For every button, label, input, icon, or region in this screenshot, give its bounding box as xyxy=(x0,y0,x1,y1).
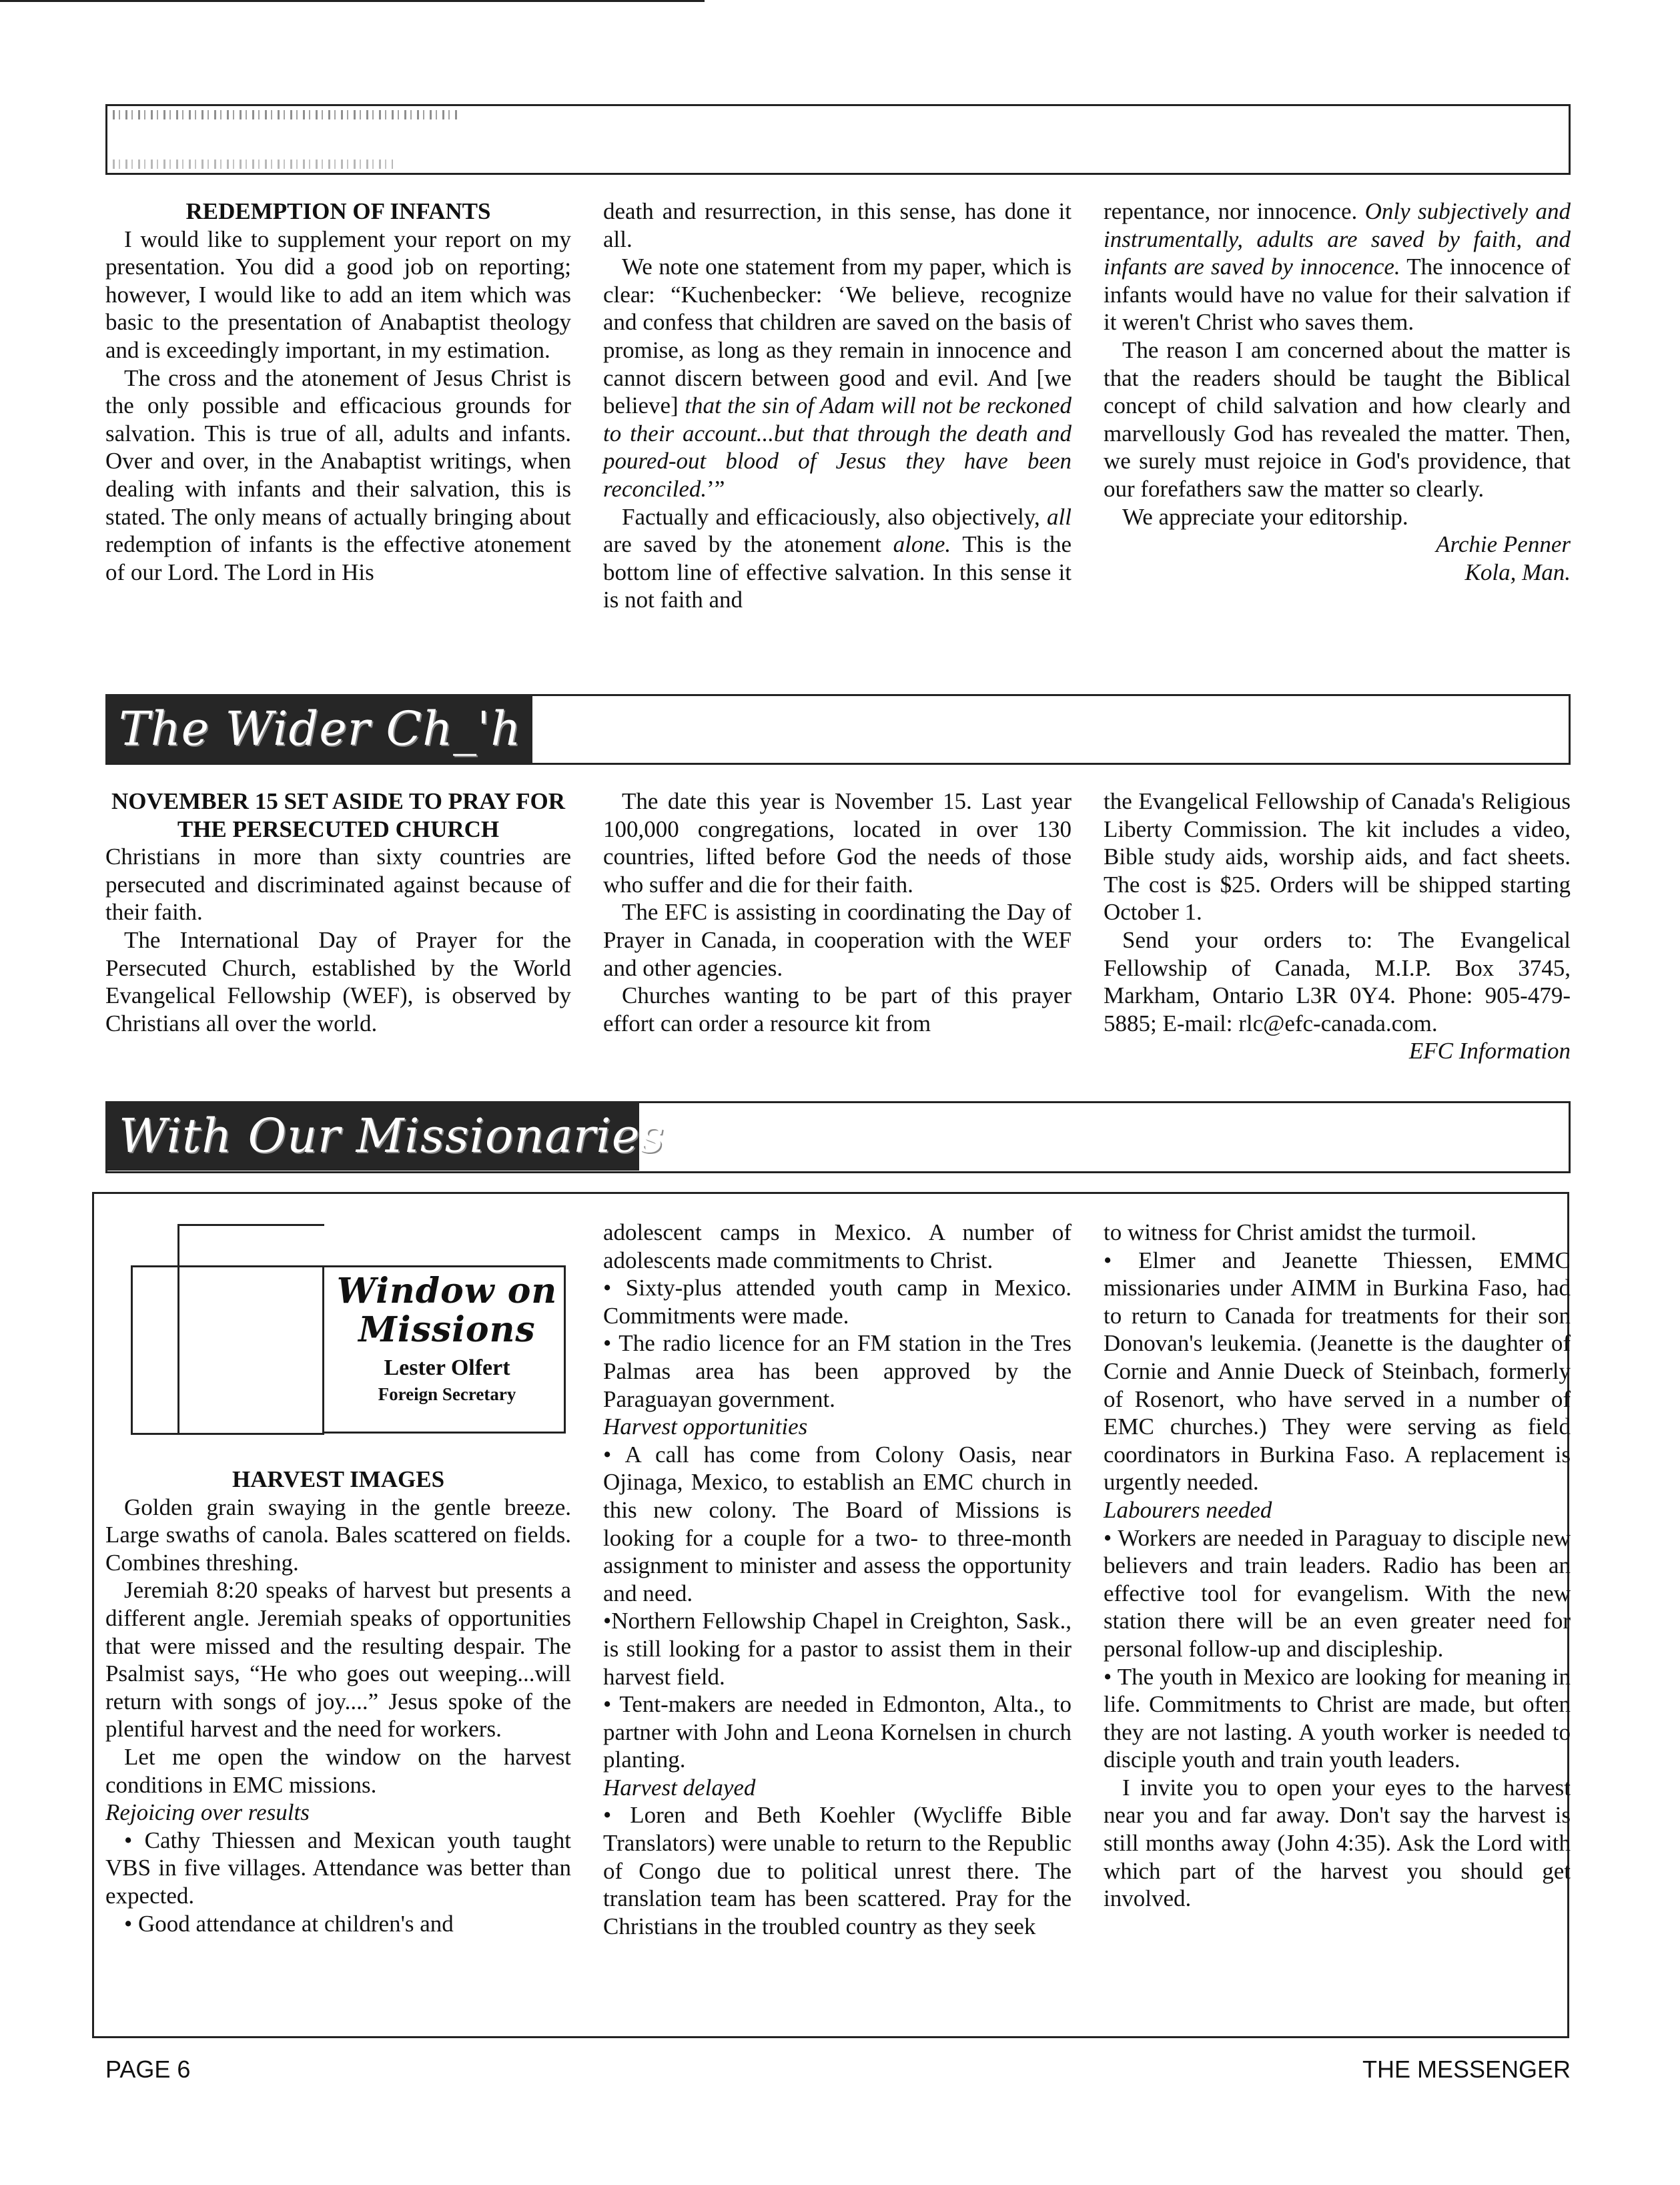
bullet-item: • The radio licence for an FM station in the Tres Palmas area has been approved by the Paraguayan government. xyxy=(603,1330,1072,1412)
article-heading: HARVEST IMAGES xyxy=(232,1466,445,1492)
paragraph: The International Day of Prayer for the Persecuted Church, established by the World Evangelical Fellowship (WEF), is observed by Christians all over the world. xyxy=(105,926,571,1036)
quote-italic: that the sin of Adam will not be reckoned to their account...but that through the death and poured-out blood of Jesus they have been reconciled. xyxy=(603,392,1072,502)
paragraph: death and resurrection, in this sense, has done it all. xyxy=(603,198,1072,252)
paragraph: I invite you to open your eyes to the harvest near you and far away. Don't say the harvest is still months away (John 4:35). Ask the Lord with which part of the harvest you should get involved. xyxy=(1104,1774,1571,1912)
banner-title: With Our Missionaries xyxy=(105,1101,639,1171)
logo-frame xyxy=(131,1265,324,1435)
paragraph: I would like to supplement your report on my presentation. You did a good job on reporting; however, I would like to add an item which was basic to the presentation of Anabaptist theology and is exceedingly important, in my estimation. xyxy=(105,226,571,363)
bullet-item: • Good attendance at children's and xyxy=(124,1910,454,1937)
article-heading: NOVEMBER 15 SET ASIDE TO PRAY FOR THE PERSECUTED CHURCH xyxy=(111,788,566,842)
text-run: repentance, nor innocence. xyxy=(1104,198,1365,224)
window-on-missions-logo xyxy=(131,1224,568,1455)
text-run: This is the bottom line of effective salvation. In this sense it is not faith and xyxy=(603,531,1072,613)
author-name: Lester Olfert xyxy=(384,1355,510,1380)
banner-speckle xyxy=(113,110,460,119)
section-banner-wider-church xyxy=(105,694,1571,765)
text-run: ’” xyxy=(707,475,725,502)
paragraph: Golden grain swaying in the gentle breeze. Large swaths of canola. Bales scattered on fields. Combines threshing. xyxy=(105,1494,571,1576)
bullet-item: • Workers are needed in Paraguay to disciple new believers and train leaders. Radio has been an effective tool for evangelism. With the new station there will be an even greater need for personal follow-up and discipleship. xyxy=(1104,1524,1571,1662)
paragraph: Let me open the window on the harvest conditions in EMC missions. xyxy=(105,1743,571,1798)
source-credit: EFC Information xyxy=(1408,1038,1571,1064)
paragraph: Jeremiah 8:20 speaks of harvest but presents a different angle. Jeremiah speaks of opportunities that were missed and the resulting despair. The Psalmist says, “He who goes out weeping...will return with songs of joy....” Jesus spoke of the plentiful harvest and the need for workers. xyxy=(105,1577,571,1743)
banner-speckle xyxy=(113,160,393,169)
paragraph: The reason I am concerned about the matter is that the readers should be taught the Biblical concept of child salvation and how clearly and marvellously God has revealed the matter. Then, we surely must rejoice in God's providence, that our forefathers saw the matter so clearly. xyxy=(1104,336,1571,502)
article-heading: REDEMPTION OF INFANTS xyxy=(185,198,491,224)
paragraph: The EFC is assisting in coordinating the Day of Prayer in Canada, in cooperation with the WEF and other agencies. xyxy=(603,899,1072,981)
subheading: Harvest opportunities xyxy=(603,1414,808,1440)
signature-name: Archie Penner xyxy=(1436,531,1571,558)
paragraph xyxy=(603,253,1072,503)
subheading: Rejoicing over results xyxy=(105,1799,310,1826)
paragraph: adolescent camps in Mexico. A number of adolescents made commitments to Christ. xyxy=(603,1219,1072,1273)
news-column-2 xyxy=(603,788,1072,1037)
bullet-item: • Loren and Beth Koehler (Wycliffe Bible Translators) were unable to return to the Republic of Congo due to political unrest there. The translation team has been scattered. Pray for the Christians in the troubled country as they seek xyxy=(603,1802,1072,1939)
top-rule xyxy=(0,0,705,2)
missions-column-3 xyxy=(1104,1219,1571,1913)
paragraph xyxy=(1104,198,1571,336)
letter-column-1 xyxy=(105,198,571,586)
text-run: are saved by the atonement xyxy=(603,531,893,558)
letter-column-3 xyxy=(1104,198,1571,586)
logo-title xyxy=(334,1272,560,1349)
bullet-item: •Northern Fellowship Chapel in Creighton, Sask., is still looking for a pastor to assist them in their harvest field. xyxy=(603,1608,1072,1690)
bullet-item: • Sixty-plus attended youth camp in Mexico. Commitments were made. xyxy=(603,1275,1072,1329)
signature-place: Kola, Man. xyxy=(1464,559,1571,585)
missions-column-2 xyxy=(603,1219,1072,1940)
logo-title-line: Window on xyxy=(336,1271,558,1311)
subheading: Labourers needed xyxy=(1104,1496,1272,1523)
news-column-1 xyxy=(105,788,571,1037)
emphasis: alone. xyxy=(893,531,951,558)
subheading: Harvest delayed xyxy=(603,1774,756,1801)
bullet-item: • Tent-makers are needed in Edmonton, Alta., to partner with John and Leona Kornelsen in church planting. xyxy=(603,1691,1072,1773)
missions-column-1 xyxy=(105,1466,571,1937)
emphasis: Only subjectively and instrumentally, adults are saved by faith, and infants are saved by innocence. xyxy=(1104,198,1571,280)
paragraph: The date this year is November 15. Last year 100,000 congregations, located in over 130 countries, lifted before God the needs of those who suffer and die for their faith. xyxy=(603,788,1072,898)
logo-title-line: Missions xyxy=(358,1309,536,1350)
text-run: Factually and efficaciously, also objectively, xyxy=(622,503,1047,530)
bullet-item: • Cathy Thiessen and Mexican youth taught VBS in five villages. Attendance was better than expected. xyxy=(105,1827,571,1909)
author-role: Foreign Secretary xyxy=(378,1384,516,1404)
text-run: We note one statement from my paper, which is clear: “Kuchenbecker: ‘We believe, recognize and confess that children are saved on the basis of promise, as long as they remain in innocence and cannot discern between good and evil. And [we believe] xyxy=(603,254,1072,419)
page-number: PAGE 6 xyxy=(105,2056,191,2083)
paragraph: Churches wanting to be part of this prayer effort can order a resource kit from xyxy=(603,982,1072,1036)
publication-name: THE MESSENGER xyxy=(1362,2056,1571,2083)
bullet-item: • A call has come from Colony Oasis, near Ojinaga, Mexico, to establish an EMC church in this new colony. The Board of Missions is looking for a couple for a two- to three-month assignment to minister and assess the opportunity and need. xyxy=(603,1441,1072,1606)
section-banner-blank xyxy=(105,104,1571,175)
bullet-item: • Elmer and Jeanette Thiessen, EMMC missionaries under AIMM in Burkina Faso, had to return to Canada for treatments for their son Donovan's leukemia. (Jeanette is the daughter of Cornie and Annie Dueck of Steinbach, formerly of Rosenort, who have served in a number of EMC churches.) They were serving as field coordinators in Burkina Faso. A replacement is urgently needed. xyxy=(1104,1247,1571,1496)
letter-column-2 xyxy=(603,198,1072,614)
news-column-3 xyxy=(1104,788,1571,1065)
section-banner-missionaries xyxy=(105,1101,1571,1173)
banner-title: The Wider Ch_'h xyxy=(105,694,532,763)
paragraph xyxy=(603,503,1072,614)
paragraph: Send your orders to: The Evangelical Fellowship of Canada, M.I.P. Box 3745, Markham, Ontario L3R 0Y4. Phone: 905-479-5885; E-mail: rlc@efc-canada.com. xyxy=(1104,926,1571,1036)
paragraph: The cross and the atonement of Jesus Christ is the only possible and efficacious grounds for salvation. This is true of all, adults and infants. Over and over, in the Anabaptist writings, when dealing with infants and their salvation, this is stated. The only means of actually bringing about redemption of infants is the effective atonement of our Lord. The Lord in His xyxy=(105,364,571,585)
paragraph: to witness for Christ amidst the turmoil. xyxy=(1104,1219,1477,1245)
emphasis: all xyxy=(1047,503,1072,530)
paragraph: We appreciate your editorship. xyxy=(1122,503,1408,530)
paragraph: Christians in more than sixty countries are persecuted and discriminated against because of their faith. xyxy=(105,844,571,926)
paragraph: the Evangelical Fellowship of Canada's Religious Liberty Commission. The kit includes a video, Bible study aids, worship aids, and fact sheets. The cost is $25. Orders will be shipped starting October 1. xyxy=(1104,788,1571,926)
text-run: The innocence of infants would have no value for their salvation if it weren't Christ who saves them. xyxy=(1104,254,1571,336)
bullet-item: • The youth in Mexico are looking for meaning in life. Commitments to Christ are made, but often they are not lasting. A youth worker is needed to disciple youth and train youth leaders. xyxy=(1104,1663,1571,1773)
